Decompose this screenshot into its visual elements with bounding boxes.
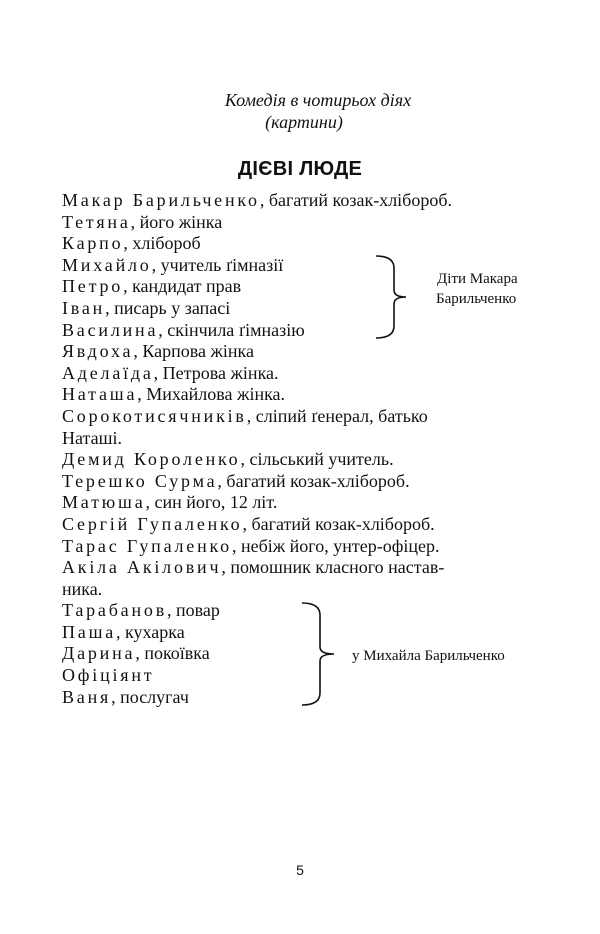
brace-children-label-line2: Барильченко — [436, 291, 517, 307]
character-description: , помошник класного настав- — [221, 557, 445, 578]
cast-entry — [62, 212, 532, 234]
cast-entry — [62, 665, 532, 687]
cast-entry — [62, 600, 532, 622]
brace-household-group — [300, 601, 340, 707]
character-name: Тетяна — [62, 211, 131, 232]
character-name: Явдоха — [62, 341, 134, 362]
cast-entry — [62, 341, 532, 363]
character-name: Макар Барильченко — [62, 190, 260, 210]
page-number: 5 — [296, 862, 304, 878]
cast-entry — [62, 687, 532, 709]
character-description: , скінчила ґімназію — [158, 319, 305, 340]
character-description: , його жінка — [130, 211, 223, 232]
cast-entry — [62, 557, 532, 579]
brace-household-label: у Михайла Барильченко — [352, 648, 505, 664]
character-description: , багатий козак-хлібороб. — [242, 513, 435, 534]
cast-list — [62, 190, 532, 708]
character-name: Василина — [62, 319, 159, 340]
character-name: Іван — [62, 297, 106, 318]
cast-entry — [62, 406, 532, 428]
character-name: Сергій Гупаленко — [62, 513, 243, 534]
character-name: Паша — [62, 621, 117, 642]
character-name: Дарина — [62, 643, 136, 664]
cast-entry-continuation: ника. — [62, 578, 103, 599]
character-description: , кухарка — [116, 621, 185, 642]
subtitle-parenthetical: (картини) — [265, 112, 343, 132]
character-description: , сліпий ґенерал, батько — [246, 405, 428, 426]
cast-entry — [62, 320, 532, 342]
character-description: , кандидат прав — [123, 276, 242, 297]
cast-entry-continuation: Наташі. — [62, 427, 122, 448]
character-description: , багатий козак-хлібороб. — [259, 190, 452, 210]
brace-children-group — [374, 254, 414, 340]
cast-entry — [62, 449, 532, 471]
character-name: Карпо — [62, 233, 124, 254]
character-name: Тарас Гупаленко — [62, 535, 232, 556]
character-name: Ваня — [62, 686, 112, 707]
character-description: , небіж його, унтер-офіцер. — [231, 535, 440, 556]
cast-entry — [62, 384, 532, 406]
cast-entry — [62, 233, 532, 255]
brace-children-label-line1: Діти Макара — [437, 271, 518, 287]
character-description: , хлібороб — [123, 233, 201, 254]
character-name: Наташа — [62, 384, 138, 405]
character-description: , послугач — [111, 686, 189, 707]
cast-entry — [62, 622, 532, 644]
cast-entry — [62, 492, 532, 514]
character-name: Матюша — [62, 492, 146, 513]
character-description: , Михайлова жінка. — [137, 384, 286, 405]
character-name: Тарабанов — [62, 600, 168, 621]
cast-entry — [62, 514, 532, 536]
cast-entry — [62, 471, 532, 493]
character-description: , Петрова жінка. — [153, 362, 279, 383]
subtitle-genre: Комедія в чотирьох діях — [224, 90, 412, 110]
character-description: , сільський учитель. — [240, 449, 394, 470]
character-name: Сорокотисячників — [62, 405, 247, 426]
character-name: Демид Короленко — [62, 449, 241, 470]
character-description: , Карпова жінка — [133, 341, 255, 362]
character-description: , учитель ґімназії — [151, 254, 284, 275]
character-name: Офіціянт — [62, 665, 155, 686]
cast-entry — [62, 363, 532, 385]
character-name: Петро — [62, 276, 124, 297]
character-description: , покоївка — [135, 643, 210, 664]
character-name: Терешко Сурма — [62, 470, 218, 491]
cast-entry — [62, 190, 532, 212]
character-name: Аделаїда — [62, 362, 154, 383]
character-name: Михайло — [62, 254, 152, 275]
character-description: , повар — [167, 600, 220, 621]
character-description: , син його, 12 літ. — [145, 492, 278, 513]
cast-entry — [62, 536, 532, 558]
cast-heading: ДІЄВІ ЛЮДЕ — [237, 158, 363, 180]
character-name: Акіла Акілович — [62, 557, 222, 578]
character-description: , багатий козак-хлібороб. — [217, 470, 410, 491]
character-description: , писарь у запасі — [105, 297, 231, 318]
